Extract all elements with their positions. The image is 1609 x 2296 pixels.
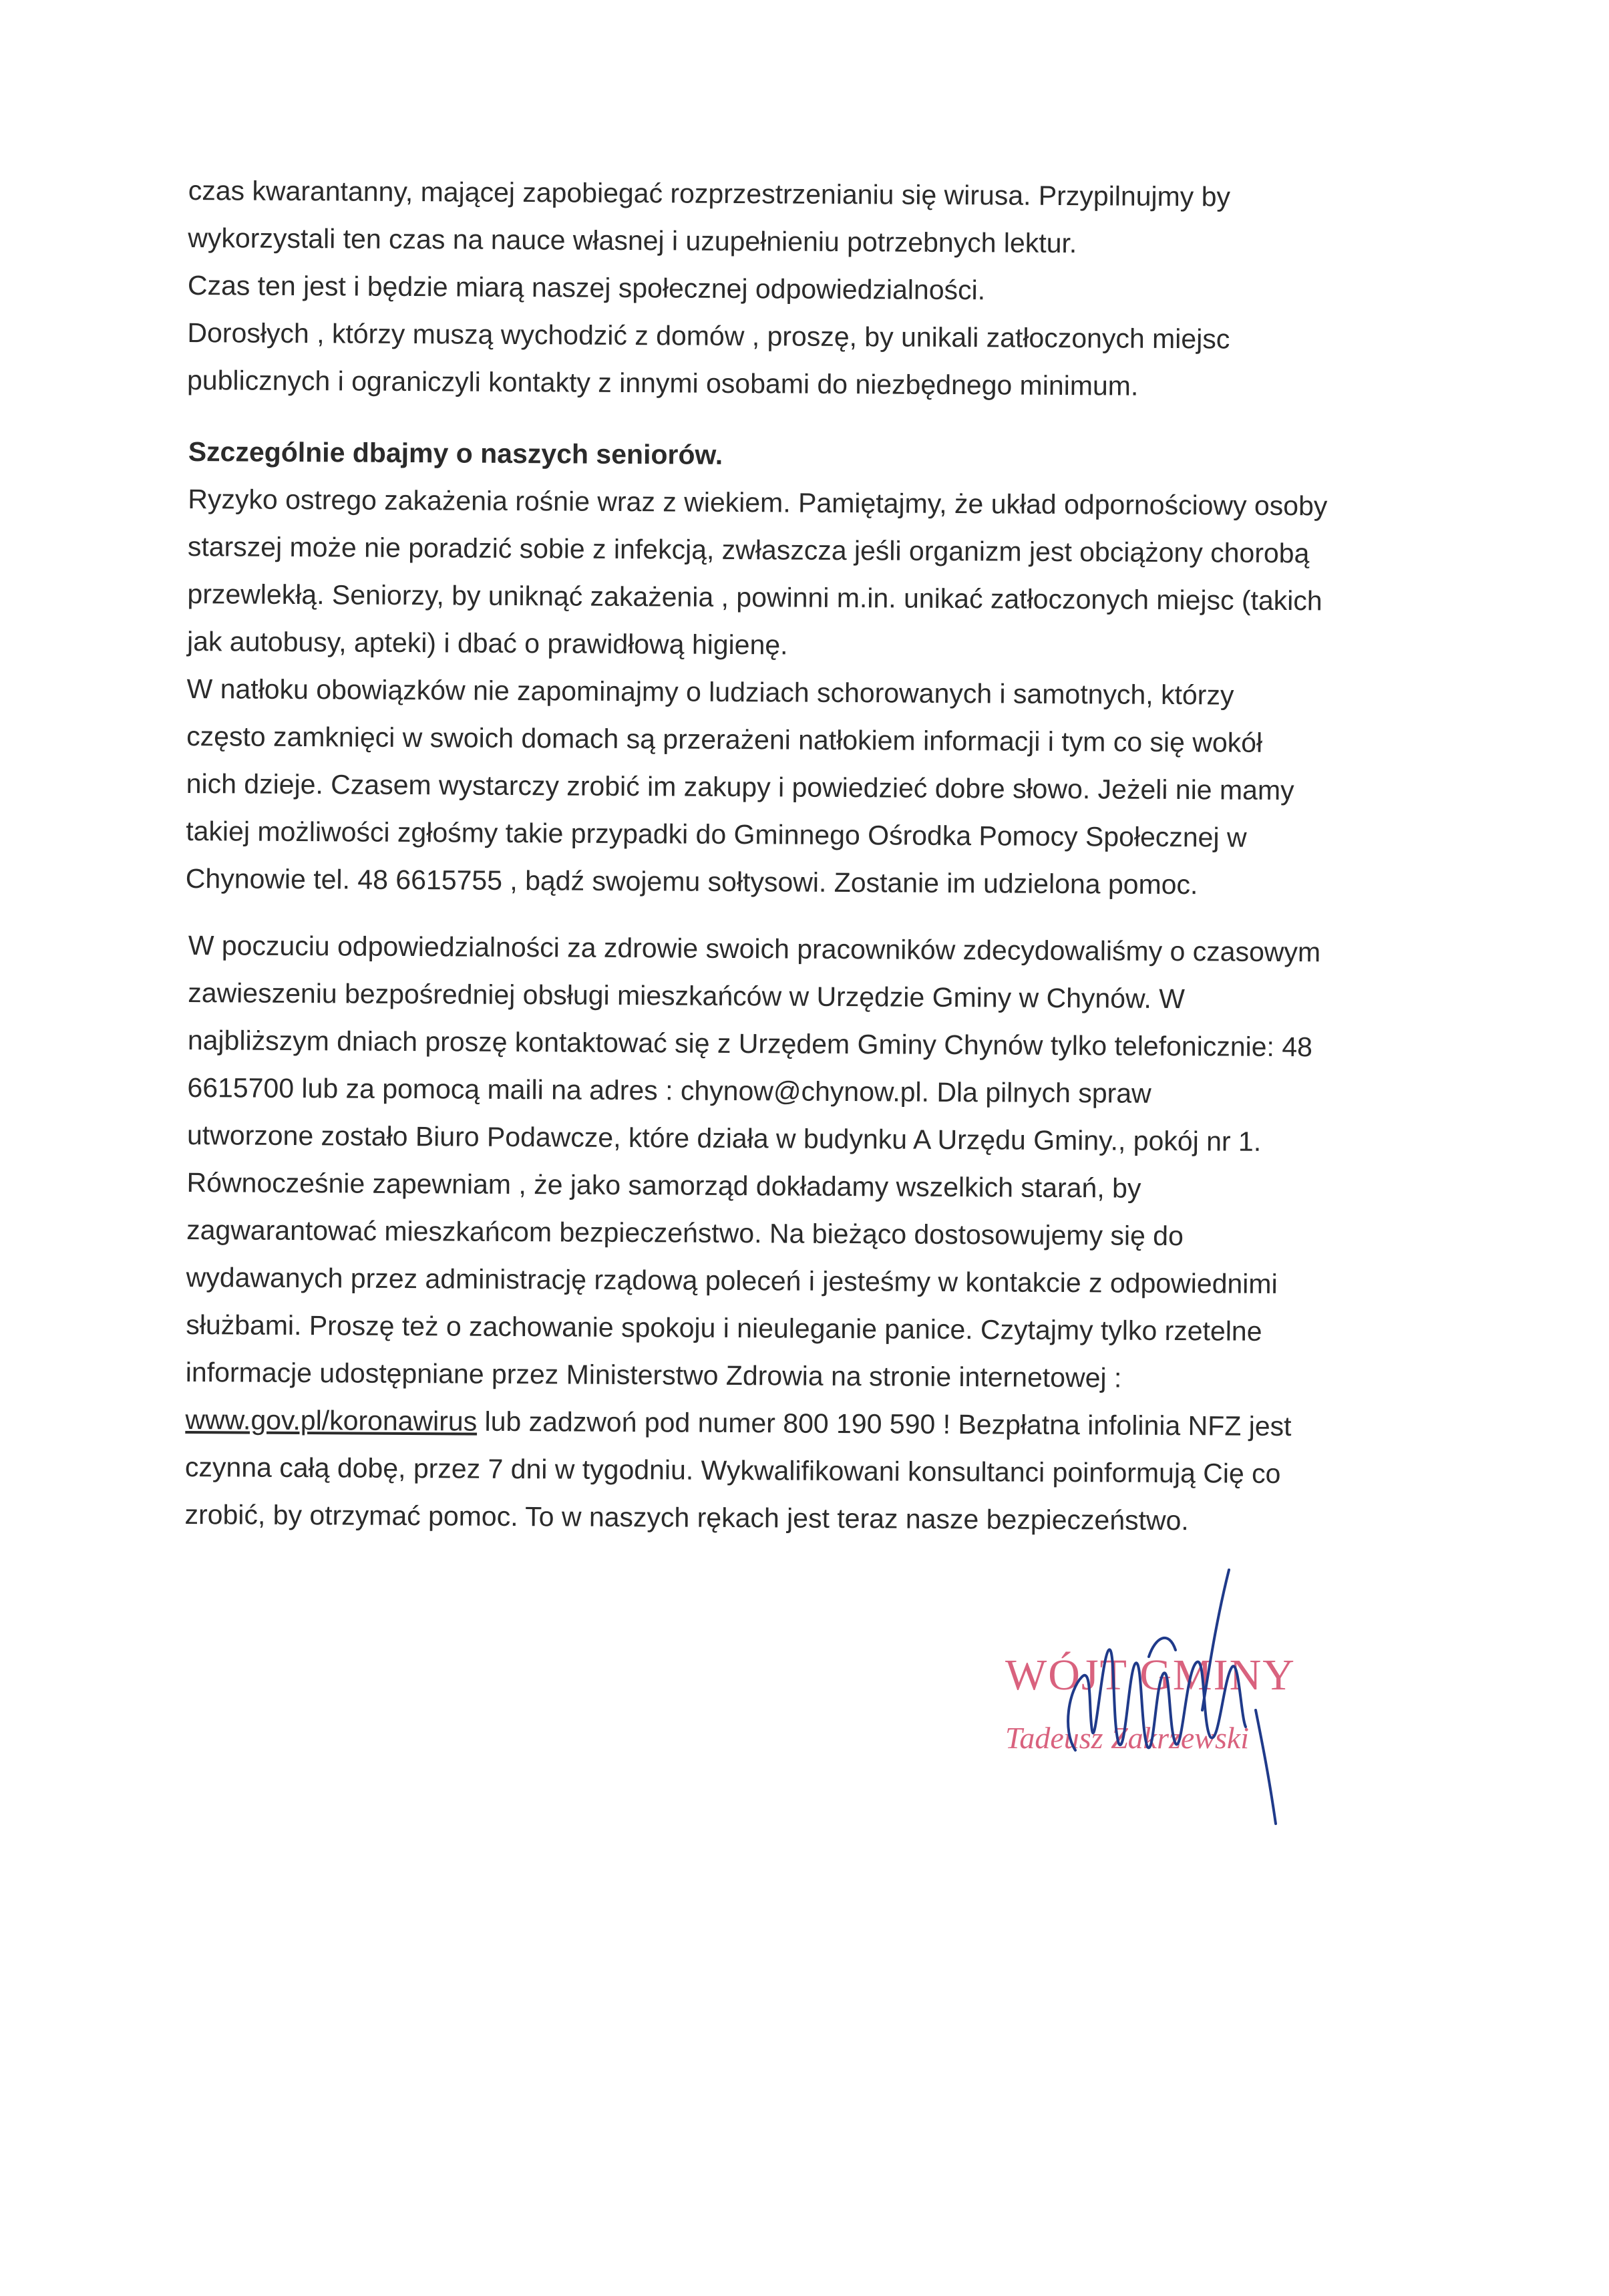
text-line-with-link <box>185 1396 1441 1451</box>
text-line: W natłoku obowiązków nie zapominajmy o ludziach schorowanych i samotnych, którzy <box>186 673 1234 711</box>
text-line: Chynowie tel. 48 6615755 , bądź swojemu sołtysowi. Zostanie im udzielona pomoc. <box>185 862 1198 900</box>
text-line: informacje udostępniane przez Ministerstwo Zdrowia na stronie internetowej : <box>185 1356 1122 1393</box>
text-line: Dorosłych , którzy muszą wychodzić z domów , proszę, by unikali zatłoczonych miejsc <box>187 317 1230 355</box>
section-heading: Szczególnie dbajmy o naszych seniorów. <box>188 436 723 470</box>
text-line: najbliższym dniach proszę kontaktować się z Urzędem Gminy Chynów tylko telefonicznie: 48 <box>187 1024 1313 1063</box>
text-line: zawieszeniu bezpośredniej obsługi mieszkańców w Urzędzie Gminy w Chynów. W <box>188 977 1186 1015</box>
text-line: takiej możliwości zgłośmy takie przypadki do Gminnego Ośrodka Pomocy Społecznej w <box>186 815 1247 853</box>
paragraph-seniors <box>186 428 1444 910</box>
text-line: zagwarantować mieszkańcom bezpieczeństwo. Na bieżąco dostosowujemy się do <box>186 1214 1184 1252</box>
text-line: często zamknięci w swoich domach są przerażeni natłokiem informacji i tym co się wokół <box>186 720 1263 758</box>
text-line: służbami. Proszę też o zachowanie spokoju i nieuleganie panice. Czytajmy tylko rzetelne <box>186 1309 1262 1347</box>
ministry-website-link[interactable]: www.gov.pl/koronawirus <box>185 1404 478 1437</box>
stamp-name: Tadeusz Zakrzewski <box>1005 1721 1250 1755</box>
text-line: starszej może nie poradzić sobie z infekcją, zwłaszcza jeśli organizm jest obciążony chorobą <box>187 530 1310 569</box>
stamp-title: WÓJT GMINY <box>1005 1651 1296 1699</box>
text-line: W poczuciu odpowiedzialności za zdrowie swoich pracowników zdecydowaliśmy o czasowym <box>188 929 1321 968</box>
text-line: czas kwarantanny, mającej zapobiegać rozprzestrzenianiu się wirusa. Przypilnujmy by <box>188 174 1231 212</box>
text-line: utworzone zostało Biuro Podawcze, które działa w budynku A Urzędu Gminy., pokój nr 1. <box>186 1119 1262 1157</box>
text-line: jak autobusy, apteki) i dbać o prawidłową higienę. <box>186 625 788 661</box>
paragraph-quarantine <box>187 167 1444 412</box>
text-line: Ryzyko ostrego zakażenia rośnie wraz z wiekiem. Pamiętajmy, że układ odpornościowy osoby <box>188 483 1328 522</box>
text-line: 6615700 lub za pomocą maili na adres : chynow@chynow.pl. Dla pilnych spraw <box>187 1072 1151 1109</box>
text-line: wykorzystali ten czas na nauce własnej i uzupełnieniu potrzebnych lektur. <box>188 222 1077 259</box>
text-line: Czas ten jest i będzie miarą naszej społecznej odpowiedzialności. <box>187 269 986 306</box>
paragraph-office-notice <box>184 922 1444 1546</box>
text-line: czynna całą dobę, przez 7 dni w tygodniu. Wykwalifikowani konsultanci poinformują Cię co <box>184 1451 1281 1490</box>
text-line: przewlekłą. Seniorzy, by uniknąć zakażenia , powinni m.in. unikać zatłoczonych miejsc (takich <box>187 578 1322 617</box>
text-line-rest: lub zadzwoń pod numer 800 190 590 ! Bezpłatna infolinia NFZ jest <box>477 1406 1292 1442</box>
text-line: Równocześnie zapewniam , że jako samorząd dokładamy wszelkich starań, by <box>186 1166 1141 1204</box>
handwritten-signature <box>975 1556 1322 1837</box>
signature-stamp <box>975 1556 1322 1837</box>
text-line: publicznych i ograniczyli kontakty z innymi osobami do niezbędnego minimum. <box>186 364 1139 401</box>
text-line: wydawanych przez administrację rządową poleceń i jesteśmy w kontakcie z odpowiednimi <box>186 1261 1278 1299</box>
text-line: zrobić, by otrzymać pomoc. To w naszych rękach jest teraz nasze bezpieczeństwo. <box>184 1498 1189 1536</box>
text-line: nich dzieje. Czasem wystarczy zrobić im zakupy i powiedzieć dobre słowo. Jeżeli nie mamy <box>186 768 1294 806</box>
